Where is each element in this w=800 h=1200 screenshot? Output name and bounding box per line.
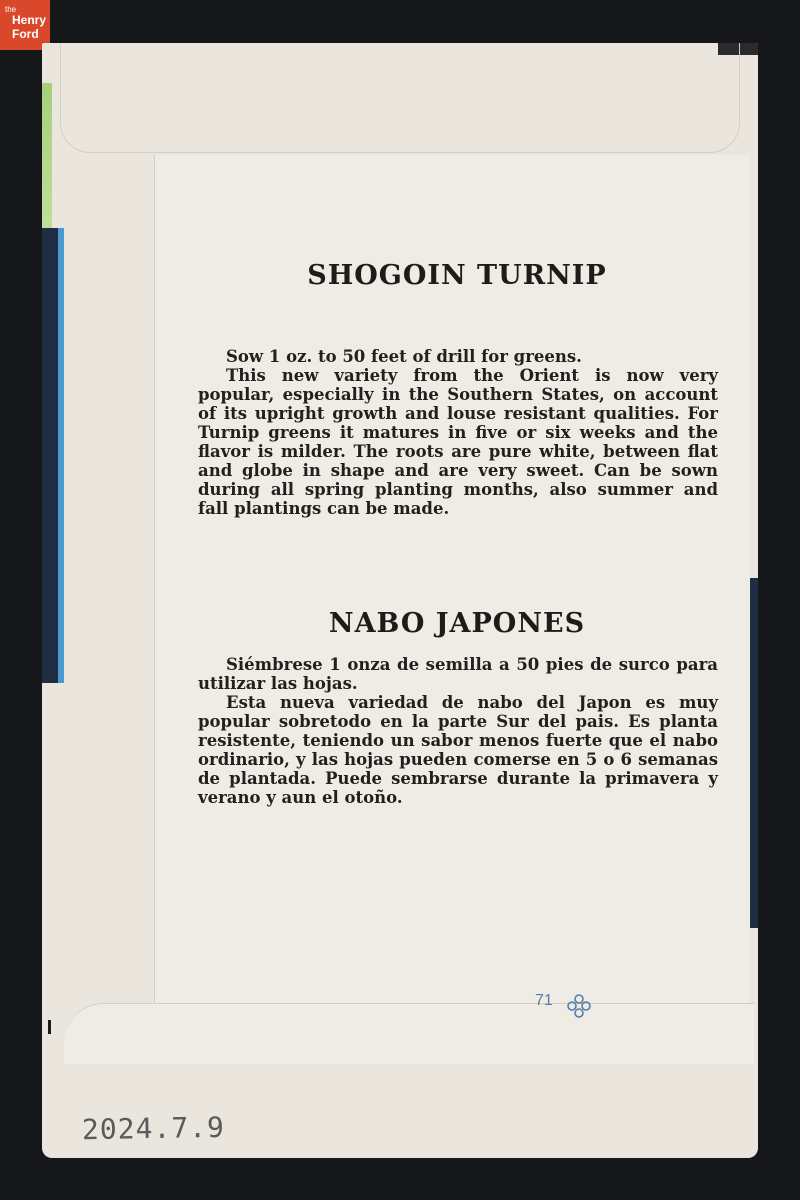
logo-the: the [5, 5, 17, 14]
union-label-icon [566, 993, 592, 1019]
tick-mark [48, 1020, 51, 1034]
spanish-title: NABO JAPONES [328, 608, 586, 639]
spanish-description [198, 655, 718, 807]
english-paragraph-sowing: Sow 1 oz. to 50 feet of drill for greens. [226, 347, 582, 366]
catalog-number: 71 [535, 992, 553, 1009]
logo-henry: Henry [12, 13, 47, 27]
top-flap-fold [60, 43, 740, 153]
english-description [198, 347, 718, 518]
bottom-flap-fold [64, 1003, 754, 1064]
logo-ford: Ford [12, 27, 39, 41]
spanish-paragraph-variety: Esta nueva variedad de nabo del Japon es muy popular sobretodo en la parte Sur del pais. Es planta resistente, teniendo un sabor menos fuerte que el nabo ordinario, y las hojas pueden comerse en 5 o 6 semanas de plantada. Puede sembrarse durante la primavera y verano y aun el otoño. [198, 693, 718, 807]
spanish-paragraph-sowing: Siémbrese 1 onza de semilla a 50 pies de surco para utilizar las hojas. [198, 655, 718, 693]
accession-number: 2024.7.9 [81, 1110, 226, 1147]
seed-packet [42, 43, 758, 1158]
english-paragraph-variety: This new variety from the Orient is now very popular, especially in the Southern States, on account of its upright growth and louse resistant qualities. For Turnip greens it matures in five or six weeks and the flavor is milder. The roots are pure white, between flat and globe in shape and are very sweet. Can be sown during all spring planting months, also summer and fall plantings can be made. [198, 366, 718, 518]
english-title: SHOGOIN TURNIP [307, 260, 607, 291]
